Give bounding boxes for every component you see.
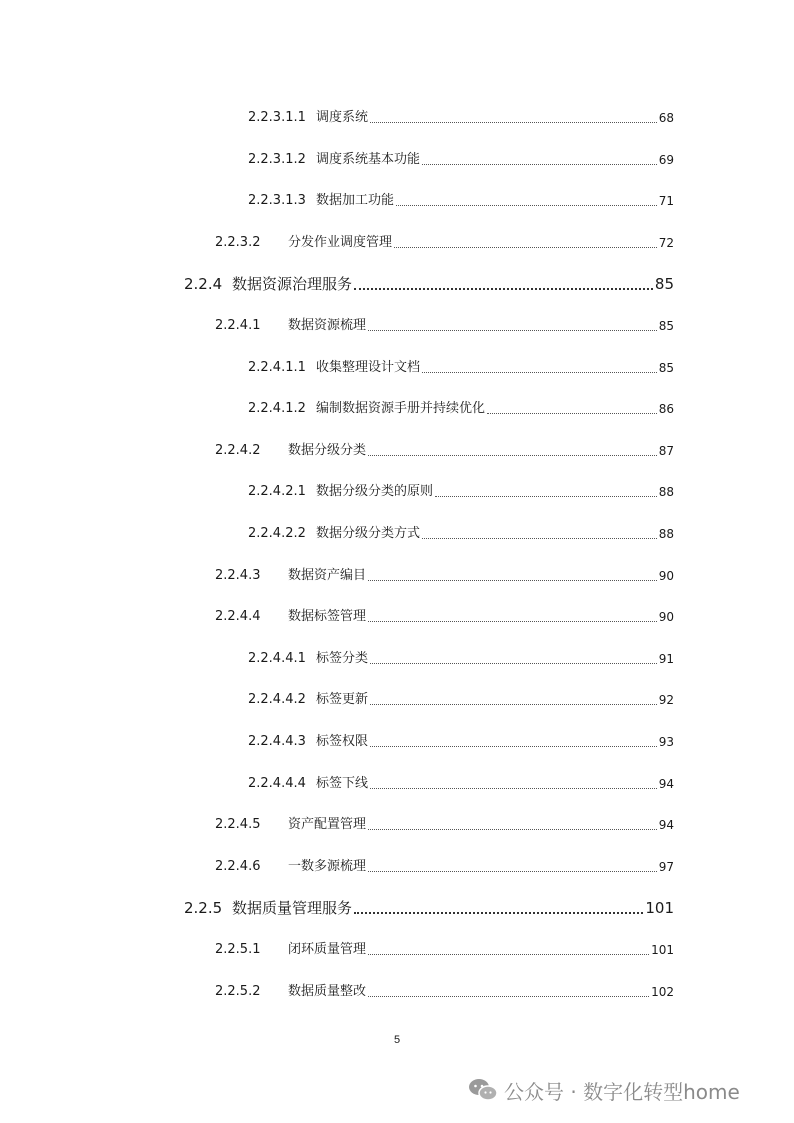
toc-leader-dots (354, 287, 653, 290)
toc-entry-number: 2.2.4.1.1 (248, 360, 306, 375)
toc-entry-number: 2.2.4.4.3 (248, 734, 306, 749)
toc-entry-title: 数据质量整改 (288, 984, 367, 999)
toc-entry[interactable] (215, 982, 674, 1002)
toc-entry[interactable] (248, 191, 674, 211)
toc-entry-title: 调度系统基本功能 (316, 152, 421, 167)
toc-entry-page: 101 (651, 943, 674, 957)
toc-leader-dots (368, 870, 657, 872)
toc-entry-page: 91 (658, 652, 674, 666)
page-number: 5 (393, 1034, 401, 1046)
toc-entry-page: 72 (658, 236, 674, 250)
toc-entry[interactable] (184, 898, 674, 918)
toc-leader-dots (368, 953, 649, 955)
toc-entry-page: 102 (651, 985, 674, 999)
toc-entry[interactable] (184, 274, 674, 294)
toc-leader-dots (370, 662, 657, 664)
toc-entry[interactable] (215, 857, 674, 877)
toc-entry-number: 2.2.4.4.4 (248, 776, 306, 791)
toc-leader-dots (422, 371, 657, 373)
toc-entry-page: 90 (658, 569, 674, 583)
toc-entry-title: 数据分级分类的原则 (316, 484, 434, 499)
toc-entry[interactable] (215, 441, 674, 461)
toc-entry-title: 一数多源梳理 (288, 859, 367, 874)
toc-entry-title: 数据资源治理服务 (232, 275, 353, 293)
toc-entry-page: 85 (654, 275, 674, 293)
toc-entry[interactable] (248, 108, 674, 128)
toc-entry-number: 2.2.3.2 (215, 235, 261, 250)
toc-entry-title: 标签权限 (316, 734, 369, 749)
toc-entry-number: 2.2.4.4 (215, 609, 261, 624)
toc-entry-number: 2.2.5.2 (215, 984, 261, 999)
toc-entry-number: 2.2.3.1.1 (248, 110, 306, 125)
watermark (468, 1075, 740, 1105)
toc-entry-number: 2.2.4.2 (215, 443, 261, 458)
toc-entry-page: 90 (658, 610, 674, 624)
toc-entry[interactable] (248, 358, 674, 378)
toc-entry-page: 85 (658, 361, 674, 375)
toc-entry-number: 2.2.4.3 (215, 568, 261, 583)
toc-entry-number: 2.2.4.6 (215, 859, 261, 874)
toc-entry[interactable] (248, 399, 674, 419)
toc-entry-title: 数据加工功能 (316, 193, 395, 208)
toc-entry[interactable] (215, 940, 674, 960)
toc-entry-title: 闭环质量管理 (288, 942, 367, 957)
toc-leader-dots (422, 537, 657, 539)
toc-entry-title: 数据资产编目 (288, 568, 367, 583)
toc-entry-page: 97 (658, 860, 674, 874)
toc-entry-title: 数据分级分类 (288, 443, 367, 458)
watermark-text: 公众号 · 数字化转型home (504, 1079, 740, 1104)
toc-entry-title: 收集整理设计文档 (316, 360, 421, 375)
toc-leader-dots (422, 163, 657, 165)
toc-leader-dots (370, 787, 657, 789)
toc-entry-title: 数据资源梳理 (288, 318, 367, 333)
toc-entry[interactable] (215, 566, 674, 586)
toc-entry-number: 2.2.4.4.2 (248, 692, 306, 707)
toc-leader-dots (394, 246, 657, 248)
toc-entry[interactable] (248, 524, 674, 544)
toc-leader-dots (368, 620, 657, 622)
toc-entry-title: 数据标签管理 (288, 609, 367, 624)
toc-entry-page: 87 (658, 444, 674, 458)
toc-entry[interactable] (215, 607, 674, 627)
toc-leader-dots (370, 703, 657, 705)
toc-entry-page: 88 (658, 485, 674, 499)
toc-entry-title: 数据质量管理服务 (232, 899, 353, 917)
toc-entry-page: 69 (658, 153, 674, 167)
toc-entry-title: 调度系统 (316, 110, 369, 125)
toc-entry-page: 71 (658, 194, 674, 208)
toc-entry-number: 2.2.3.1.3 (248, 193, 306, 208)
toc-entry-number: 2.2.4.1.2 (248, 401, 306, 416)
toc-leader-dots (487, 412, 657, 414)
toc-entry-title: 标签分类 (316, 651, 369, 666)
toc-entry[interactable] (248, 649, 674, 669)
toc-entry-number: 2.2.5.1 (215, 942, 261, 957)
toc-entry-page: 92 (658, 693, 674, 707)
toc-entry-number: 2.2.4.4.1 (248, 651, 306, 666)
toc-leader-dots (396, 204, 657, 206)
toc-entry-page: 68 (658, 111, 674, 125)
toc-leader-dots (368, 995, 649, 997)
toc-entry-page: 93 (658, 735, 674, 749)
toc-entry-page: 86 (658, 402, 674, 416)
toc-leader-dots (370, 121, 657, 123)
toc-entry-number: 2.2.4.5 (215, 817, 261, 832)
toc-entry-title: 标签下线 (316, 776, 369, 791)
toc-entry[interactable] (215, 316, 674, 336)
toc-entry-page: 94 (658, 777, 674, 791)
toc-leader-dots (368, 579, 657, 581)
toc-entry-title: 编制数据资源手册并持续优化 (316, 401, 486, 416)
toc-entry-title: 资产配置管理 (288, 817, 367, 832)
toc-entry[interactable] (215, 815, 674, 835)
toc-entry-page: 85 (658, 319, 674, 333)
toc-leader-dots (368, 828, 657, 830)
toc-entry[interactable] (248, 690, 674, 710)
toc-entry[interactable] (215, 233, 674, 253)
toc-entry-number: 2.2.4.2.1 (248, 484, 306, 499)
wechat-icon (468, 1077, 498, 1103)
toc-leader-dots (368, 454, 657, 456)
toc-entry-number: 2.2.5 (184, 899, 223, 917)
toc-entry[interactable] (248, 150, 674, 170)
toc-entry-page: 94 (658, 818, 674, 832)
toc-entry-title: 数据分级分类方式 (316, 526, 421, 541)
toc-entry-title: 分发作业调度管理 (288, 235, 393, 250)
toc-leader-dots (370, 745, 657, 747)
toc-entry-page: 88 (658, 527, 674, 541)
toc-leader-dots (435, 495, 657, 497)
toc-entry-title: 标签更新 (316, 692, 369, 707)
toc-entry[interactable] (248, 774, 674, 794)
toc-entry-number: 2.2.4.2.2 (248, 526, 306, 541)
toc-entry[interactable] (248, 482, 674, 502)
toc-leader-dots (368, 329, 657, 331)
toc-entry-number: 2.2.4 (184, 275, 223, 293)
toc-entry-number: 2.2.4.1 (215, 318, 261, 333)
toc-entry-page: 101 (645, 899, 674, 917)
toc-entry[interactable] (248, 732, 674, 752)
toc-leader-dots (354, 911, 643, 914)
toc-entry-number: 2.2.3.1.2 (248, 152, 306, 167)
